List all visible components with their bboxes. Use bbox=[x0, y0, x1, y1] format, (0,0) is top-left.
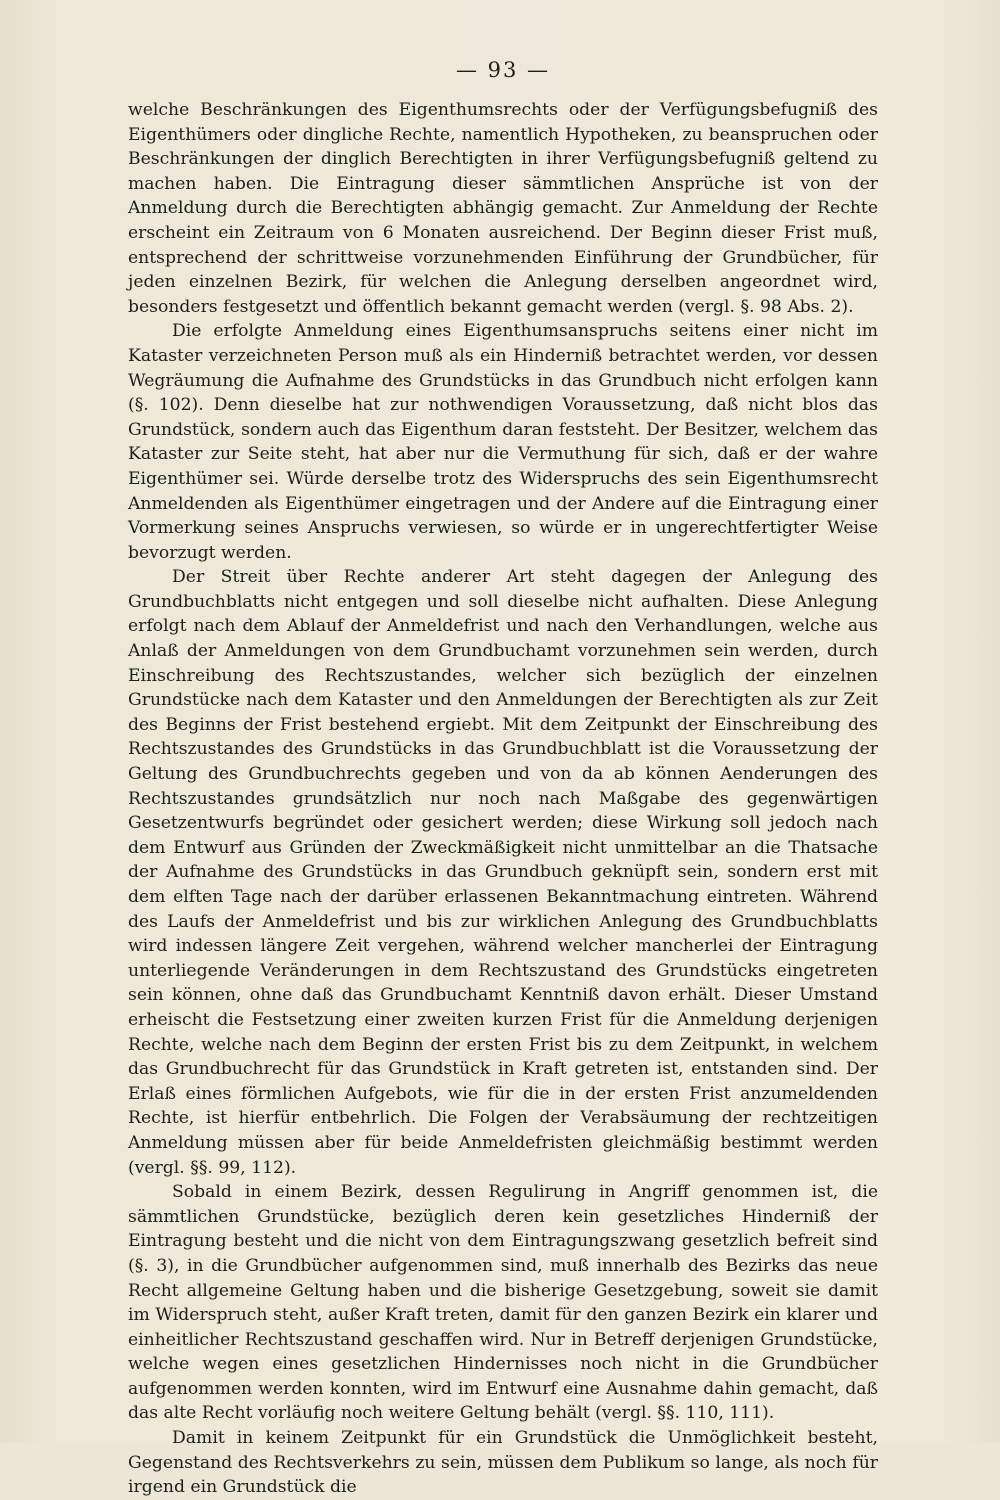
paragraph-1: welche Beschränkungen des Eigenthumsrechts oder der Verfügungsbefugniß des Eigenthümers oder dingliche Rechte, namentlich Hypotheken, zu beanspruchen oder Beschränkungen der dinglich Berechtigten in ihrer Verfügungsbefugniß geltend zu machen haben. Die Eintragung dieser sämmtlichen Ansprüche ist von der Anmeldung durch die Berechtigten abhängig gemacht. Zur Anmeldung der Rechte erscheint ein Zeitraum von 6 Monaten ausreichend. Der Beginn dieser Frist muß, entsprechend der schrittweise vorzunehmenden Einführung der Grundbücher, für jeden einzelnen Bezirk, für welchen die Anlegung derselben angeordnet wird, besonders festgesetzt und öffentlich bekannt gemacht werden (vergl. §. 98 Abs. 2). bbox=[128, 100, 878, 317]
paragraph-3: Der Streit über Rechte anderer Art steht dagegen der Anlegung des Grundbuchblatts nicht entgegen und soll dieselbe nicht aufhalten. Diese Anlegung erfolgt nach dem Ablauf der Anmeldefrist und nach den Verhandlungen, welche aus Anlaß der Anmeldungen von dem Grundbuchamt vorzunehmen sein werden, durch Einschreibung des Rechtszustandes, welcher sich bezüglich der einzelnen Grundstücke nach dem Kataster und den Anmeldungen der Berechtigten als zur Zeit des Beginns der Frist bestehend ergiebt. Mit dem Zeitpunkt der Einschreibung des Rechtszustandes des Grundstücks in das Grundbuchblatt ist die Voraussetzung der Geltung des Grundbuchrechts gegeben und von da ab können Aenderungen des Rechtszustandes grundsätzlich nur noch nach Maßgabe des gegenwärtigen Gesetzentwurfs begründet oder gesichert werden; diese Wirkung soll jedoch nach dem Entwurf aus Gründen der Zweckmäßigkeit nicht unmittelbar an die Thatsache der Aufnahme des Grundstücks in das Grundbuch geknüpft sein, sondern erst mit dem elften Tage nach der darüber erlassenen Bekanntmachung eintreten. Während des Laufs der Anmeldefrist und bis zur wirklichen Anlegung des Grundbuchblatts wird indessen längere Zeit vergehen, während welcher mancherlei der Eintragung unterliegende Veränderungen in dem Rechtszustand des Grundstücks eingetreten sein können, ohne daß das Grundbuchamt Kenntniß davon erhält. Dieser Umstand erheischt die Festsetzung einer zweiten kurzen Frist für die Anmeldung derjenigen Rechte, welche nach dem Beginn der ersten Frist bis zu dem Zeitpunkt, in welchem das Grundbuchrecht für das Grundstück in Kraft getreten ist, entstanden sind. Der Erlaß eines förmlichen Aufgebots, wie für die in der ersten Frist anzumeldenden Rechte, ist hierfür entbehrlich. Die Folgen der Verabsäumung der rechtzeitigen Anmeldung müssen aber für beide Anmeldefristen gleichmäßig bestimmt werden (vergl. §§. 99, 112). bbox=[128, 567, 878, 1178]
page-number: — 93 — bbox=[455, 58, 551, 82]
body-text bbox=[128, 98, 878, 1500]
paragraph-5: Damit in keinem Zeitpunkt für ein Grundstück die Unmöglichkeit besteht, Gegenstand des Rechtsverkehrs zu sein, müssen dem Publikum so lange, als noch für irgend ein Grundstück die bbox=[128, 1428, 878, 1498]
paragraph-2: Die erfolgte Anmeldung eines Eigenthumsanspruchs seitens einer nicht im Kataster verzeichneten Person muß als ein Hinderniß betrachtet werden, vor dessen Wegräumung die Aufnahme des Grundstücks in das Grundbuch nicht erfolgen kann (§. 102). Denn dieselbe hat zur nothwendigen Voraussetzung, daß nicht blos das Grundstück, sondern auch das Eigenthum daran feststeht. Der Besitzer, welchem das Kataster zur Seite steht, hat aber nur die Vermuthung für sich, daß er der wahre Eigenthümer sei. Würde derselbe trotz des Widerspruchs des sein Eigenthumsrecht Anmeldenden als Eigenthümer eingetragen und der Andere auf die Eintragung einer Vormerkung seines Anspruchs verwiesen, so würde er in ungerechtfertigter Weise bevorzugt werden. bbox=[128, 321, 878, 563]
paragraph-4: Sobald in einem Bezirk, dessen Regulirung in Angriff genommen ist, die sämmtlichen Grundstücke, bezüglich deren kein gesetzliches Hinderniß der Eintragung besteht und die nicht von dem Eintragungszwang gesetzlich befreit sind (§. 3), in die Grundbücher aufgenommen sind, muß innerhalb des Bezirks das neue Recht allgemeine Geltung haben und die bisherige Gesetzgebung, soweit sie damit im Widerspruch steht, außer Kraft treten, damit für den ganzen Bezirk ein klarer und einheitlicher Rechtszustand geschaffen wird. Nur in Betreff derjenigen Grundstücke, welche wegen eines gesetzlichen Hindernisses noch nicht in die Grundbücher aufgenommen werden konnten, wird im Entwurf eine Ausnahme dahin gemacht, daß das alte Recht vorläufig noch weitere Geltung behält (vergl. §§. 110, 111). bbox=[128, 1182, 878, 1424]
